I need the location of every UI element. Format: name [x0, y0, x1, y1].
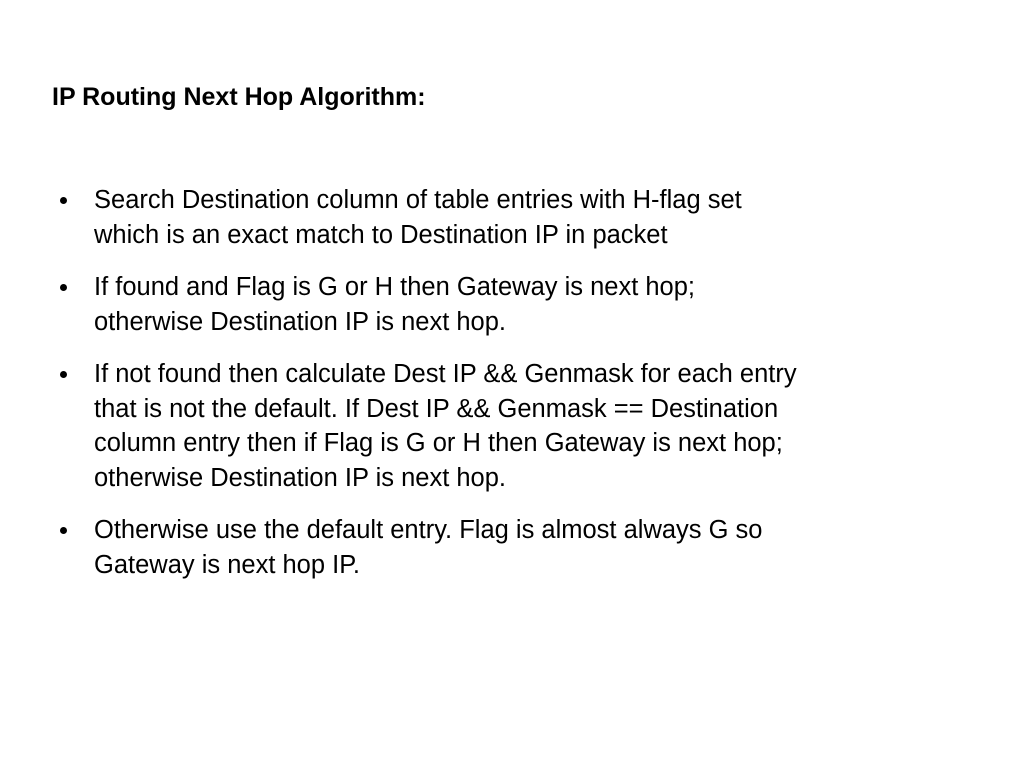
bullet-item — [57, 513, 957, 582]
bullet-item — [57, 357, 957, 495]
bullet-line: Search Destination column of table entries with H-flag set — [94, 186, 742, 214]
bullet-dot-icon — [60, 527, 67, 534]
bullet-line: that is not the default. If Dest IP && Genmask == Destination — [94, 394, 779, 423]
bullet-line: otherwise Destination IP is next hop. — [94, 463, 507, 492]
bullet-dot-icon — [60, 371, 67, 378]
bullet-line: If found and Flag is G or H then Gateway is next hop; — [94, 273, 695, 301]
slide-title: IP Routing Next Hop Algorithm: — [52, 83, 426, 111]
bullet-line: which is an exact match to Destination IP in packet — [94, 220, 668, 249]
bullet-item — [57, 183, 957, 252]
bullet-dot-icon — [60, 284, 67, 291]
bullet-item — [57, 270, 957, 339]
bullet-list — [57, 183, 957, 600]
bullet-line: If not found then calculate Dest IP && Genmask for each entry — [94, 360, 797, 388]
bullet-line: Gateway is next hop IP. — [94, 550, 361, 579]
bullet-dot-icon — [60, 197, 67, 204]
bullet-line: column entry then if Flag is G or H then Gateway is next hop; — [94, 429, 783, 457]
bullet-line: Otherwise use the default entry. Flag is almost always G so — [94, 516, 763, 544]
bullet-line: otherwise Destination IP is next hop. — [94, 307, 507, 336]
